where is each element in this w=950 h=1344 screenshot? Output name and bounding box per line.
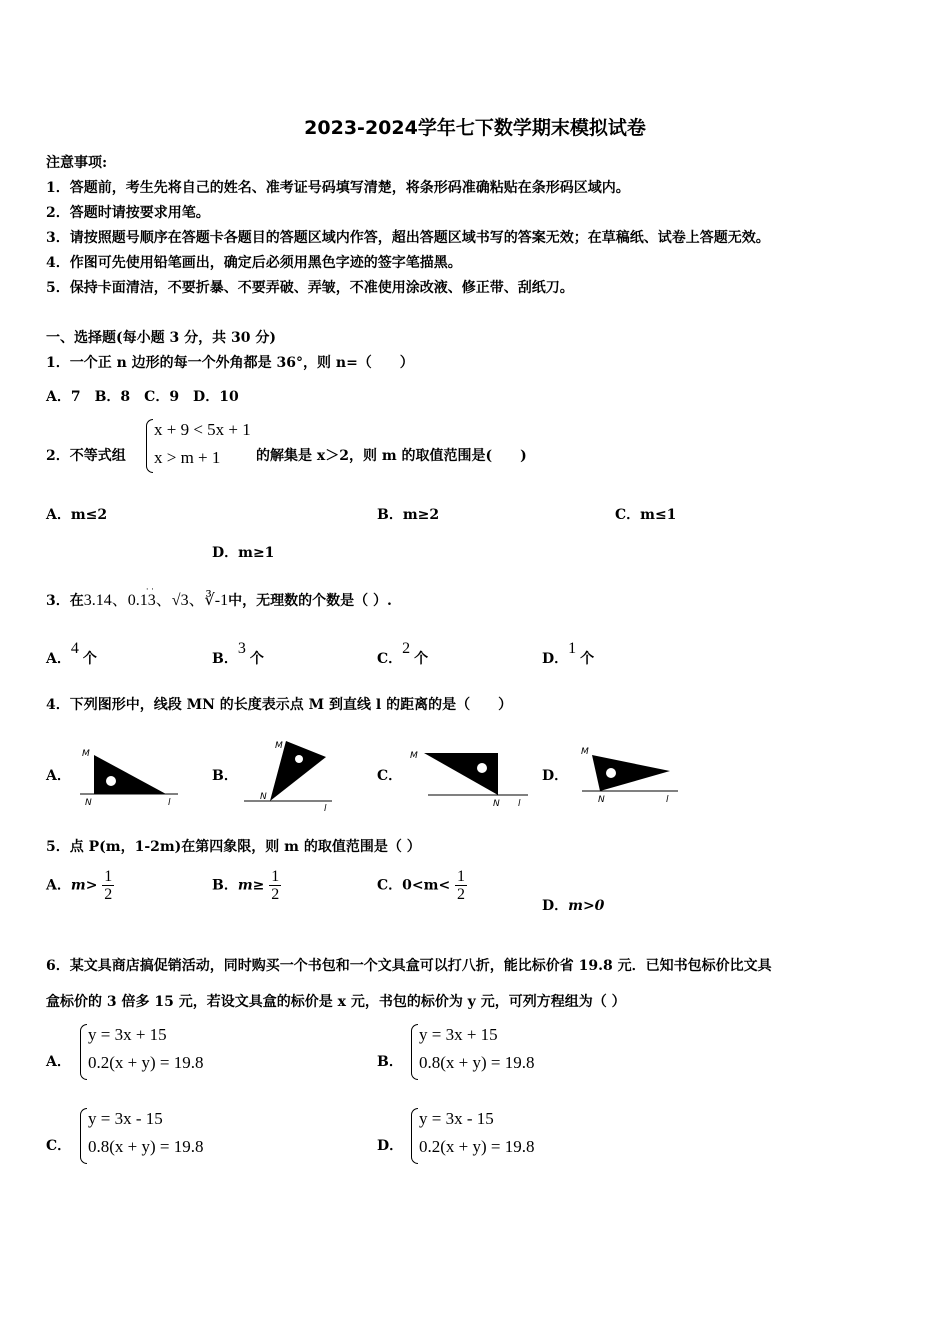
question-2-option-b: B．m≥2 [377,507,440,523]
hole-icon [477,763,487,773]
question-5-option-a [46,868,114,903]
option-unit: 个 [82,651,97,667]
question-4-label-b: B． [212,768,238,784]
option-label: A． [46,877,71,894]
question-2-suffix: 的解集是 x＞2，则 m 的取值范围是( ) [256,448,527,464]
brace-icon [146,419,153,473]
option-unit: 个 [414,651,429,667]
fraction-denominator: 2 [457,886,466,903]
section-heading: 一、选择题(每小题 3 分，共 30 分) [46,330,276,346]
question-6-label-a: A． [46,1054,71,1070]
option-text: m> [70,877,98,894]
repeating-dot-icon: · · [145,584,155,594]
set-square-icon [94,755,166,794]
equation-2: 0.2(x + y) = 19.8 [419,1137,535,1156]
question-6-stem-line-1: 6．某文具商店搞促销活动，同时购买一个书包和一个文具盒可以打八折，能比标价省 19.8 元．已知书包标价比文具 [46,958,772,974]
label-l: l [324,804,327,814]
question-4-label-d: D． [542,768,569,784]
set-square-icon [592,755,670,791]
label-n: N [598,795,605,805]
question-6-stem-line-2: 盒标价的 3 倍多 15 元，若设文具盒的标价是 x 元，书包的标价为 y 元，可列方程组为（ ） [46,994,626,1010]
option-number: 3 [237,640,246,657]
brace-icon [411,1024,418,1080]
fraction-one-half [102,868,114,903]
option-number: 4 [70,640,79,657]
set-square-icon [424,753,498,795]
fraction-numerator: 1 [104,868,113,885]
option-label: C． [377,877,403,894]
page-title: 2023-2024学年七下数学期末模拟试卷 [304,117,646,139]
option-label: D． [542,651,569,667]
option-label: C． [377,651,403,667]
equation-system-d [411,1108,561,1162]
brace-icon [80,1024,87,1080]
hole-icon [295,755,303,763]
label-l: l [666,795,669,805]
fraction-numerator: 1 [271,868,280,885]
notice-item: 5．保持卡面清洁，不要折暴、不要弄破、弄皱，不准使用涂改液、修正带、刮纸刀。 [46,280,574,296]
option-text: m≥ [237,877,265,894]
question-1-options: A．7 B．8 C．9 D．10 [46,389,239,405]
label-n: N [85,798,92,808]
equation-1: y = 3x - 15 [419,1109,494,1128]
question-6-label-b: B． [377,1054,403,1070]
brace-icon [80,1108,87,1164]
question-2-option-d: D．m≥1 [212,545,275,561]
question-3-stem [46,584,392,610]
number-3-14: 3.14、 [83,592,128,609]
question-6-label-d: D． [377,1138,404,1154]
label-n: N [493,799,500,809]
option-label: D． [542,898,569,914]
option-text: 0<m< [402,877,451,894]
notice-item: 1．答题前，考生先将自己的姓名、准考证号码填写清楚，将条形码准确粘贴在条形码区域内。 [46,180,630,196]
question-3-option-d [542,640,595,668]
inequality-system [146,419,256,471]
equation-2: 0.2(x + y) = 19.8 [88,1053,204,1072]
question-4-label-a: A． [46,768,71,784]
brace-icon [411,1108,418,1164]
option-label: B． [212,877,238,894]
question-4-stem: 4．下列图形中，线段 MN 的长度表示点 M 到直线 l 的距离的是（ ） [46,697,513,713]
fraction-one-half [455,868,467,903]
hole-icon [606,768,616,778]
label-l: l [168,798,171,808]
fraction-numerator: 1 [457,868,466,885]
option-unit: 个 [249,651,264,667]
question-5-stem: 5．点 P(m，1-2m)在第四象限，则 m 的取值范围是（ ） [46,839,421,855]
equation-system-b [411,1024,561,1078]
question-5-option-d [542,895,604,915]
inequality-2: x > m + 1 [154,448,221,467]
figure-d [578,743,680,805]
option-label: A． [46,651,71,667]
question-3-prefix: 3．在 [46,593,84,609]
question-2-option-c: C．m≤1 [615,507,677,523]
question-4-label-c: C． [377,768,403,784]
fraction-denominator: 2 [104,886,113,903]
repeating-decimal-value: 0.13、 [127,592,172,609]
label-m: M [275,741,283,751]
equation-1: y = 3x + 15 [419,1025,498,1044]
figure-b [242,737,337,813]
notice-item: 3．请按照题号顺序在答题卡各题目的答题区域内作答，超出答题区域书写的答案无效；在草稿纸、试卷上答题无效。 [46,230,770,246]
option-number: 1 [568,640,577,657]
repeating-decimal [127,584,172,609]
label-m: M [82,749,90,759]
cube-root-minus-1: ∛-1 [204,592,229,609]
question-2-prefix: 2．不等式组 [46,448,126,464]
question-2-option-a: A．m≤2 [46,507,108,523]
equation-1: y = 3x + 15 [88,1025,167,1044]
fraction-denominator: 2 [271,886,280,903]
equation-system-c [80,1108,230,1162]
label-l: l [518,799,521,809]
equation-2: 0.8(x + y) = 19.8 [419,1053,535,1072]
question-5-option-c [377,868,467,903]
label-m: M [410,751,418,761]
sqrt-3: √3、 [171,592,205,609]
equation-2: 0.8(x + y) = 19.8 [88,1137,204,1156]
notice-item: 4．作图可先使用铅笔画出，确定后必须用黑色字迹的签字笔描黑。 [46,255,462,271]
question-3-option-c [377,640,429,668]
question-3-suffix: 中，无理数的个数是（ ）. [228,593,392,609]
option-text: m>0 [568,898,605,914]
label-n: N [260,792,267,802]
option-unit: 个 [580,651,595,667]
notice-heading: 注意事项: [46,155,108,171]
question-6-label-c: C． [46,1138,72,1154]
label-m: M [581,747,589,757]
inequality-1: x + 9 < 5x + 1 [154,420,251,439]
figure-a [78,745,183,807]
notice-item: 2．答题时请按要求用笔。 [46,205,210,221]
fraction-one-half [269,868,281,903]
equation-system-a [80,1024,230,1078]
equation-1: y = 3x - 15 [88,1109,163,1128]
question-3-option-a [46,640,97,668]
option-number: 2 [402,640,411,657]
hole-icon [106,776,116,786]
question-3-option-b [212,640,264,668]
option-label: B． [212,651,238,667]
question-1-stem: 1．一个正 n 边形的每一个外角都是 36°，则 n=（ ） [46,355,414,371]
figure-c [408,740,543,810]
question-5-option-b [212,868,281,903]
